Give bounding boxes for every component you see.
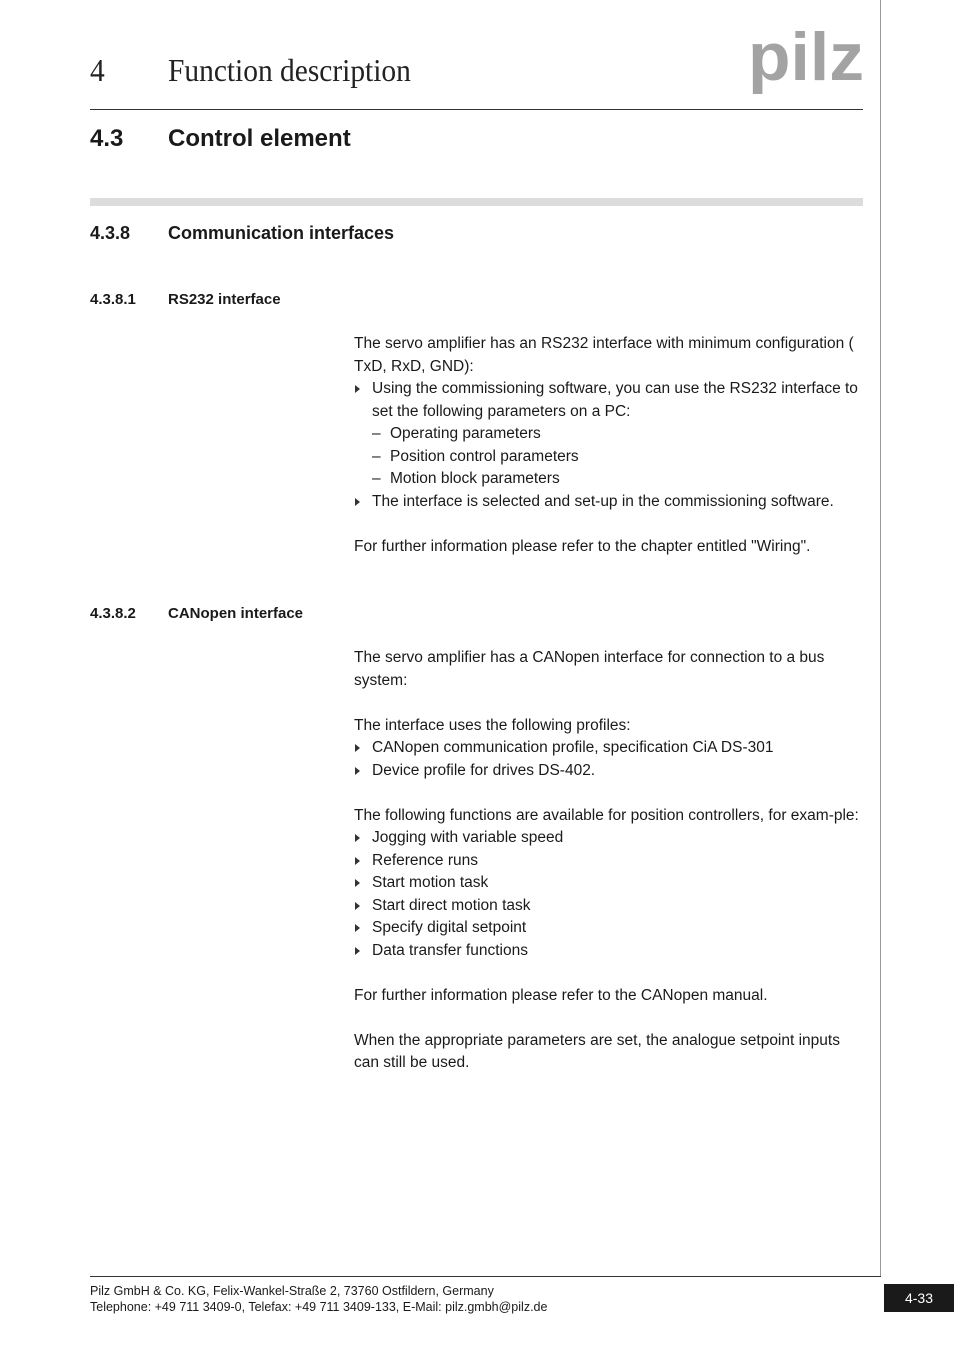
pilz-logo xyxy=(748,28,864,94)
list-item: Start direct motion task xyxy=(354,895,864,918)
list-item: The interface is selected and set-up in the commissioning software. xyxy=(354,491,864,514)
canopen-heading-title: CANopen interface xyxy=(168,605,304,622)
list-item: Using the commissioning software, you can use the RS232 interface to set the following parameters on a PC: xyxy=(354,378,864,423)
header-rule xyxy=(90,109,863,110)
bullet-arrow-icon xyxy=(355,385,360,393)
pilz-logo-text: pilz xyxy=(748,28,864,94)
chapter-title: Function description xyxy=(168,52,411,88)
bullet-arrow-icon xyxy=(355,924,360,932)
page-number: 4-33 xyxy=(884,1284,954,1312)
canopen-intro: The servo amplifier has a CANopen interface for connection to a bus system: xyxy=(354,649,825,689)
list-item: Jogging with variable speed xyxy=(354,827,864,850)
footer-rule xyxy=(90,1276,881,1277)
rs232-further-info: For further information please refer to the chapter entitled "Wiring". xyxy=(354,537,811,555)
canopen-further-info: For further information please refer to the CANopen manual. xyxy=(354,986,768,1004)
bullet-arrow-icon xyxy=(355,767,360,775)
canopen-analogue-note: When the appropriate parameters are set, the analogue setpoint inputs can still be used. xyxy=(354,1031,840,1071)
rs232-heading-title: RS232 interface xyxy=(168,291,281,308)
rs232-heading-number: 4.3.8.1 xyxy=(90,291,136,308)
canopen-body xyxy=(354,647,864,1075)
bullet-arrow-icon xyxy=(355,879,360,887)
subsection-number: 4.3.8 xyxy=(90,223,131,243)
dash-item: – Operating parameters xyxy=(372,425,541,442)
rs232-body xyxy=(354,333,864,558)
bullet-arrow-icon xyxy=(355,834,360,842)
dash-item: – Motion block parameters xyxy=(372,470,560,487)
list-item: Data transfer functions xyxy=(354,940,864,963)
list-item: Start motion task xyxy=(354,872,864,895)
footer-contact: Telephone: +49 711 3409-0, Telefax: +49 711 3409-133, E-Mail: pilz.gmbh@pilz.de xyxy=(90,1300,548,1314)
right-margin-rule xyxy=(880,0,881,1277)
section-title: Control element xyxy=(168,125,351,152)
bullet-arrow-icon xyxy=(355,744,360,752)
section-number: 4.3 xyxy=(90,125,124,152)
section-divider xyxy=(90,198,863,206)
bullet-arrow-icon xyxy=(355,902,360,910)
list-item: Device profile for drives DS-402. xyxy=(354,760,864,783)
canopen-functions-intro: The following functions are available for position controllers, for exam-ple: xyxy=(354,806,859,824)
canopen-profiles-intro: The interface uses the following profiles: xyxy=(354,716,631,734)
rs232-intro: The servo amplifier has an RS232 interface with minimum configuration ( TxD, RxD, GND): xyxy=(354,335,854,375)
dash-item: – Position control parameters xyxy=(372,447,579,465)
bullet-arrow-icon xyxy=(355,498,360,506)
list-item: Reference runs xyxy=(354,850,864,873)
subsection-title: Communication interfaces xyxy=(168,223,395,243)
footer-address: Pilz GmbH & Co. KG, Felix-Wankel-Straße 2, 73760 Ostfildern, Germany xyxy=(90,1284,494,1298)
chapter-number: 4 xyxy=(90,52,105,88)
bullet-arrow-icon xyxy=(355,947,360,955)
list-item: CANopen communication profile, specification CiA DS-301 xyxy=(354,737,864,760)
bullet-arrow-icon xyxy=(355,857,360,865)
canopen-heading-number: 4.3.8.2 xyxy=(90,605,136,622)
list-item: Specify digital setpoint xyxy=(354,917,864,940)
